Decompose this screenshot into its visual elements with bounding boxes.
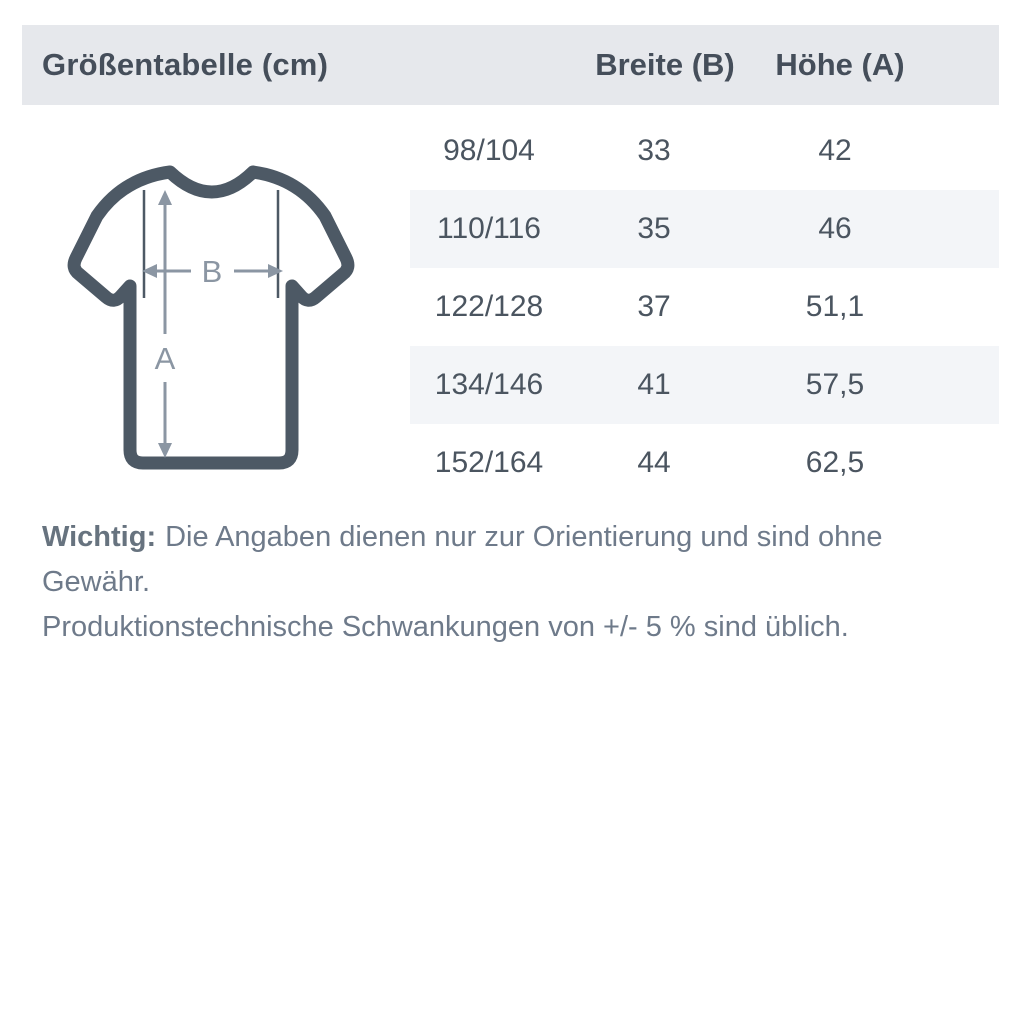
cell-hoehe: 57,5 (805, 368, 865, 401)
cell-hoehe: 42 (818, 134, 852, 167)
label-b: B (201, 254, 223, 289)
height-arrow-a (158, 190, 172, 458)
table-row (410, 268, 999, 346)
size-table-body (410, 112, 999, 502)
column-header-hoehe: Höhe (A) (775, 47, 905, 82)
tshirt-measurement-diagram (55, 158, 365, 488)
cell-size: 134/146 (434, 368, 544, 401)
cell-size: 122/128 (434, 290, 544, 323)
tshirt-outline-icon (74, 172, 348, 463)
tshirt-diagram-svg (55, 158, 365, 488)
table-row (410, 190, 999, 268)
column-header-breite: Breite (B) (595, 47, 735, 82)
note-text-2: Produktionstechnische Schwankungen von +/- 5 % sind üblich. (42, 611, 849, 643)
disclaimer-note (42, 515, 982, 650)
note-line-1 (42, 515, 982, 605)
table-row (410, 346, 999, 424)
cell-breite: 44 (637, 446, 671, 479)
page-title: Größentabelle (cm) (42, 47, 329, 82)
cell-breite: 41 (637, 368, 671, 401)
cell-breite: 35 (637, 212, 671, 245)
note-text-1: Die Angaben dienen nur zur Orientierung und sind ohne Gewähr. (42, 521, 883, 598)
cell-hoehe: 62,5 (805, 446, 865, 479)
table-header (22, 25, 999, 105)
cell-size: 110/116 (437, 212, 541, 245)
cell-hoehe: 51,1 (805, 290, 865, 323)
note-important-label: Wichtig: (42, 521, 157, 553)
cell-breite: 37 (637, 290, 671, 323)
cell-breite: 33 (637, 134, 671, 167)
cell-hoehe: 46 (818, 212, 852, 245)
cell-size: 98/104 (443, 134, 535, 167)
table-row (410, 424, 999, 502)
table-row (410, 112, 999, 190)
label-a: A (154, 341, 176, 376)
cell-size: 152/164 (434, 446, 544, 479)
